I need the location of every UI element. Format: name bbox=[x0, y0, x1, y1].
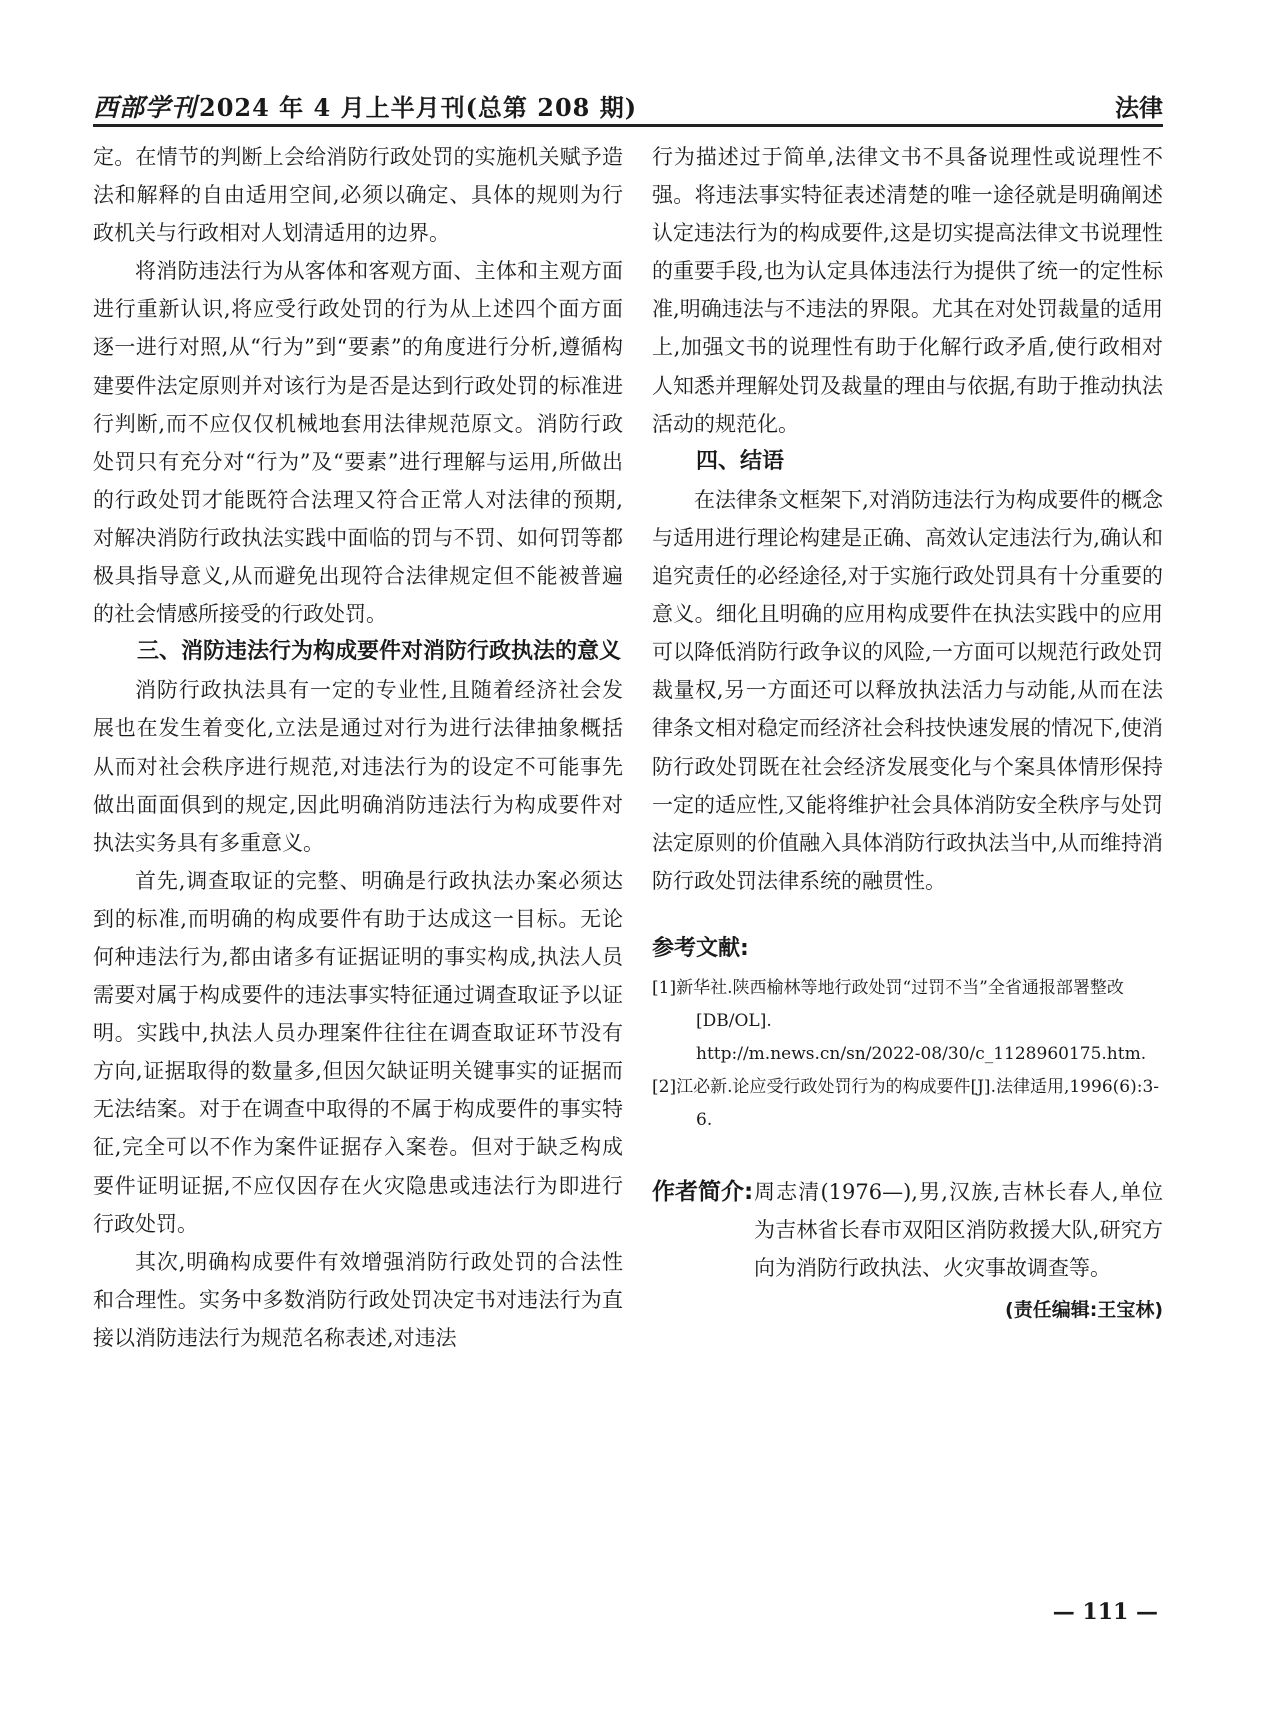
paragraph: 行为描述过于简单,法律文书不具备说理性或说理性不强。将违法事实特征表述清楚的唯一途径就是明确阐述认定违法行为的构成要件,这是切实提高法律文书说理性的重要手段,也为认定具体违法行为提供了统一的定性标准,明确违法与不违法的界限。尤其在对处罚裁量的适用上,加强文书的说理性有助于化解行政矛盾,使行政相对人知悉并理解处罚及裁量的理由与依据,有助于推动执法活动的规范化。 bbox=[652, 145, 1163, 436]
references-title: 参考文献: bbox=[652, 935, 749, 961]
right-column bbox=[652, 138, 1163, 1327]
author-text: 周志清(1976—),男,汉族,吉林长春人,单位为吉林省长春市双阳区消防救援大队,研究方向为消防行政执法、火灾事故调查等。 bbox=[754, 1179, 1163, 1281]
paragraph: 首先,调查取证的完整、明确是行政执法办案必须达到的标准,而明确的构成要件有助于达成这一目标。无论何种违法行为,都由诸多有证据证明的事实构成,执法人员需要对属于构成要件的违法事实特征通过调查取证予以证明。实践中,执法人员办理案件往往在调查取证环节没有方向,证据取得的数量多,但因欠缺证明关键事实的证据而无法结案。对于在调查中取得的不属于构成要件的事实特征,完全可以不作为案件证据存入案卷。但对于缺乏构成要件证明证据,不应仅因存在火灾隐患或违法行为即进行行政处罚。 bbox=[93, 868, 623, 1236]
left-column bbox=[93, 138, 623, 1357]
journal-issue: 2024 年 4 月上半月刊(总第 208 期) bbox=[199, 93, 638, 122]
header-rule bbox=[93, 124, 1163, 127]
reference-text: [1]新华社.陕西榆林等地行政处罚“过罚不当”全省通报部署整改[DB/OL]. bbox=[652, 977, 1124, 1031]
reference-text: [2]江必新.论应受行政处罚行为的构成要件[J].法律适用,1996(6):3-6. bbox=[652, 1076, 1160, 1130]
paragraph: 定。在情节的判断上会给消防行政处罚的实施机关赋予造法和解释的自由适用空间,必须以确定、具体的规则为行政机关与行政相对人划清适用的边界。 bbox=[93, 145, 623, 246]
author-label: 作者简介: bbox=[652, 1178, 754, 1205]
paragraph: 在法律条文框架下,对消防违法行为构成要件的概念与适用进行理论构建是正确、高效认定违法行为,确认和追究责任的必经途径,对于实施行政处罚具有十分重要的意义。细化且明确的应用构成要件在执法实践中的应用可以降低消防行政争议的风险,一方面可以规范行政处罚裁量权,另一方面还可以释放执法活力与动能,从而在法律条文相对稳定而经济社会科技快速发展的情况下,使消防行政处罚既在社会经济发展变化与个案具体情形保持一定的适应性,又能将维护社会具体消防安全秩序与处罚法定原则的价值融入具体消防行政执法当中,从而维持消防行政处罚法律系统的融贯性。 bbox=[652, 487, 1163, 893]
page-number: — 111 — bbox=[1052, 1599, 1158, 1625]
editor-note: (责任编辑:王宝林) bbox=[1005, 1299, 1163, 1322]
reference-url: http://m.news.cn/sn/2022-08/30/c_1128960175.htm. bbox=[696, 1043, 1147, 1064]
reference-item bbox=[652, 1071, 1163, 1137]
paragraph: 将消防违法行为从客体和客观方面、主体和主观方面进行重新认识,将应受行政处罚的行为从上述四个面方面逐一进行对照,从“行为”到“要素”的角度进行分析,遵循构建要件法定原则并对该行为是否是达到行政处罚的标准进行判断,而不应仅仅机械地套用法律规范原文。消防行政处罚只有充分对“行为”及“要素”进行理解与运用,所做出的行政处罚才能既符合法理又符合正常人对法律的预期,对解决消防行政执法实践中面临的罚与不罚、如何罚等都极具指导意义,从而避免出现符合法律规定但不能被普遍的社会情感所接受的行政处罚。 bbox=[93, 259, 623, 627]
journal-logo: 西部学刊 bbox=[93, 93, 198, 122]
journal-title bbox=[93, 88, 637, 124]
paragraph: 消防行政执法具有一定的专业性,且随着经济社会发展也在发生着变化,立法是通过对行为进行法律抽象概括从而对社会秩序进行规范,对违法行为的设定不可能事先做出面面俱到的规定,因此明确消防违法行为构成要件对执法实务具有多重意义。 bbox=[93, 678, 623, 855]
reference-item bbox=[652, 972, 1163, 1071]
author-bio bbox=[652, 1173, 1163, 1287]
paragraph: 其次,明确构成要件有效增强消防行政处罚的合法性和合理性。实务中多数消防行政处罚决定书对违法行为直接以消防违法行为规范名称表述,对违法 bbox=[93, 1249, 623, 1350]
page-header bbox=[93, 86, 1163, 122]
section-heading: 三、消防违法行为构成要件对消防行政执法的意义 bbox=[137, 639, 622, 665]
section-name: 法律 bbox=[1115, 94, 1163, 122]
section-heading: 四、结语 bbox=[696, 448, 785, 474]
